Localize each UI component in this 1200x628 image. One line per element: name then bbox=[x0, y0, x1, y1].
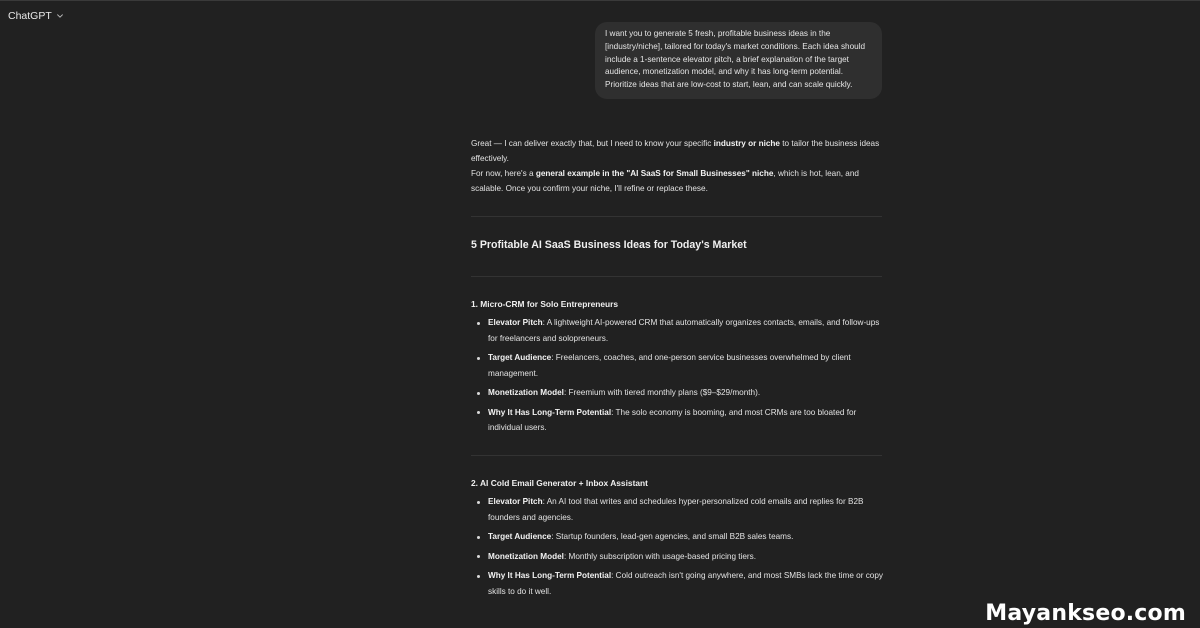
list-item bbox=[471, 549, 883, 565]
list-item bbox=[471, 494, 883, 525]
point-label: Why It Has Long-Term Potential bbox=[488, 407, 612, 417]
point-label: Elevator Pitch bbox=[488, 497, 543, 506]
response-paragraph bbox=[471, 136, 883, 166]
point-text: : Monthly subscription with usage-based pricing tiers. bbox=[563, 551, 757, 561]
point-label: Elevator Pitch bbox=[488, 318, 543, 327]
response-heading: 5 Profitable AI SaaS Business Ideas for Today's Market bbox=[471, 239, 747, 251]
idea-points-list bbox=[471, 494, 883, 599]
list-item bbox=[471, 405, 883, 436]
assistant-response-intro bbox=[471, 136, 883, 196]
point-label: Why It Has Long-Term Potential bbox=[488, 571, 612, 580]
model-label: ChatGPT bbox=[8, 10, 52, 22]
chevron-down-icon bbox=[56, 12, 64, 20]
text-run: to tailor the business ideas effectively. bbox=[471, 139, 880, 163]
point-label: Monetization Model bbox=[488, 388, 564, 397]
bold-text: industry or niche bbox=[713, 139, 780, 148]
divider bbox=[471, 216, 882, 217]
idea-section-1 bbox=[471, 298, 883, 440]
point-text: : Startup founders, lead-gen agencies, and small B2B sales teams. bbox=[551, 532, 794, 541]
idea-section-2 bbox=[471, 477, 883, 603]
idea-points-list bbox=[471, 315, 883, 436]
point-text: : Freemium with tiered monthly plans ($9–$29/month). bbox=[563, 388, 761, 397]
point-label: Target Audience bbox=[488, 353, 552, 362]
response-paragraph bbox=[471, 166, 883, 196]
user-message-bubble bbox=[595, 22, 882, 99]
point-text: : The solo economy is booming, and most CRMs are too bloated for individual users. bbox=[488, 407, 857, 432]
point-text: : Freelancers, coaches, and one-person service businesses overwhelmed by client management. bbox=[488, 353, 851, 378]
point-text: : A lightweight AI-powered CRM that automatically organizes contacts, emails, and follow-ups for freelancers and solopreneurs. bbox=[488, 318, 880, 343]
user-message-text: I want you to generate 5 fresh, profitable business ideas in the [industry/niche], tailored for today's market conditions. Each idea should include a 1-sentence elevator pitch, a brief explanation of the target audience, monetization model, and why it has long-term potential. Prioritize ideas that are low-cost to start, lean, and can scale quickly. bbox=[605, 29, 866, 90]
divider bbox=[471, 455, 882, 456]
list-item bbox=[471, 529, 883, 545]
point-text: : Cold outreach isn't going anywhere, and most SMBs lack the time or copy skills to do it well. bbox=[488, 571, 884, 596]
point-text: : An AI tool that writes and schedules hyper-personalized cold emails and replies for B2B founders and agencies. bbox=[488, 497, 864, 522]
model-selector-button[interactable] bbox=[8, 10, 64, 22]
text-run: , which is hot, lean, and scalable. Once you confirm your niche, I'll refine or replace these. bbox=[471, 169, 859, 193]
idea-title: 1. Micro-CRM for Solo Entrepreneurs bbox=[471, 299, 619, 309]
point-label: Target Audience bbox=[488, 532, 552, 541]
idea-title: 2. AI Cold Email Generator + Inbox Assistant bbox=[471, 478, 648, 488]
list-item bbox=[471, 385, 883, 401]
divider bbox=[471, 276, 882, 277]
text-run: For now, here's a bbox=[471, 169, 536, 178]
text-run: Great — I can deliver exactly that, but I need to know your specific bbox=[471, 139, 714, 148]
list-item bbox=[471, 315, 883, 346]
list-item bbox=[471, 568, 883, 599]
point-label: Monetization Model bbox=[488, 551, 564, 561]
bold-text: general example in the "AI SaaS for Small Businesses" niche bbox=[535, 169, 774, 178]
list-item bbox=[471, 350, 883, 381]
site-watermark: Mayankseo.com bbox=[985, 601, 1186, 626]
